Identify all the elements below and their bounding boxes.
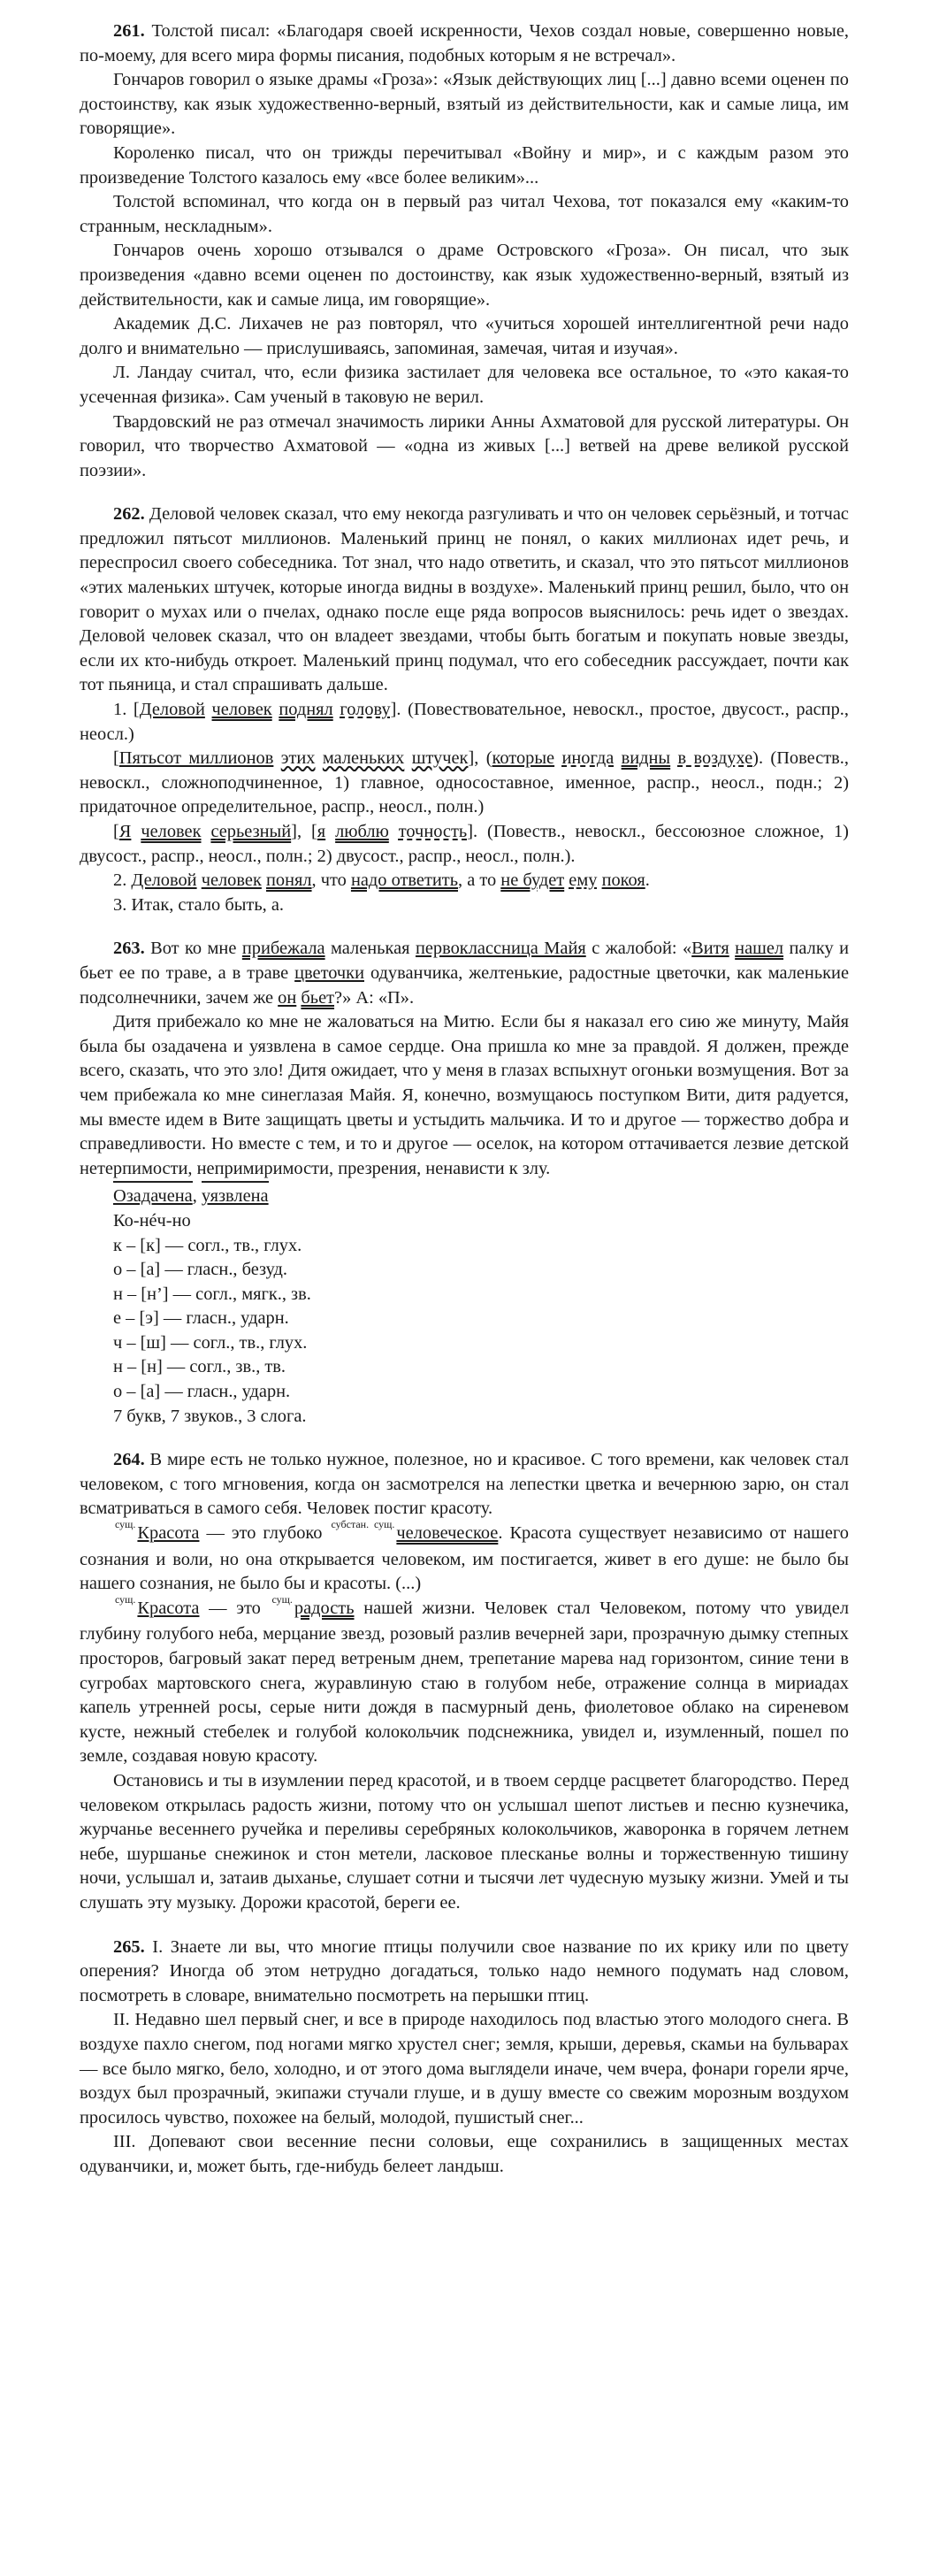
paragraph (80, 937, 849, 1010)
subject-word: Я (118, 822, 132, 841)
predicate-word: понял (265, 870, 312, 891)
text: 2. (113, 870, 127, 891)
phonetic-line: Ко-нéч-но (113, 1210, 191, 1230)
adverbial-word: в воздухе (677, 748, 753, 769)
predicate-word: прибежала (241, 939, 325, 959)
analysis-line: [Пятьсот миллионов этих маленьких штучек], (которые иногда видны в воздухе). (Повеств., невоскл., сложноподчиненное, 1) главное, односоставное, именное, распр., неосл., подн.; 2) придаточное определительное, распр., неосл., полн.) (80, 748, 849, 817)
object-word: голову (340, 700, 391, 720)
predicate-word: люблю (335, 822, 389, 841)
paragraph (80, 19, 849, 68)
pos-label: сущ. (271, 1592, 293, 1606)
paragraph: Короленко писал, что он трижды перечитывал «Войну и мир», и с каждым разом это произведение Толстого казалось ему «все более великим»... (80, 142, 849, 188)
text: — это (209, 1598, 261, 1618)
text: палку и бьет ее по траве, а в траве (80, 939, 849, 983)
pos-label: сущ. (115, 1518, 136, 1531)
subject-word: первоклассница Майя (415, 939, 586, 959)
text: Вот ко мне (150, 939, 237, 959)
exercise-261 (80, 19, 849, 483)
phonetic-line: ч – [ш] — согл., тв., глух. (113, 1332, 308, 1353)
predicate-word: не будет (500, 870, 565, 891)
attribute-word: этих (280, 748, 316, 769)
phonetic-line: о – [а] — гласн., ударн. (113, 1382, 291, 1402)
phonetic-line: н – [н] — согл., зв., тв. (113, 1357, 286, 1377)
subject-word: цветочки (294, 962, 364, 983)
subject-word: он (278, 987, 297, 1008)
paragraph: Дитя прибежало ко мне не жаловаться на Митю. Если бы я наказал его сию же минуту, Майя была бы озадачена и уязвлена в самое сердце. Она пришла ко мне за правдой. Я должен, прежде всего, сказать, что это зло! Дитя ожидает, что у меня в глазах вспыхнут огоньки возмущения. Вот за чем прибежала ко мне синеглазая Майя. Я, конечно, возмущаюсь поступком Вити, дитя радуется, мы вместе идем в Вите защищать цветы и устыдить мальчика. И то и другое — торжество добра и справедливости. Но вместе с тем, и то и другое — оселок, на котором оттачивается лезвие детской нетерпимости, непримиримости, презрения, ненависти к злу. (80, 1012, 849, 1178)
subject-word: Красота (137, 1523, 200, 1544)
object-word: ему (569, 870, 598, 891)
predicate-word: человек (141, 822, 202, 841)
phonetic-line: к – [к] — согл., тв., глух. (113, 1235, 302, 1255)
pos-label: сущ. (115, 1592, 136, 1606)
predicate-word: бьет (301, 987, 335, 1008)
text: ). (Повеств., невоскл., сложноподчиненное, 1) главное, односоставное, именное, распр., неосл., подн.; 2) придаточное определительное, распр., неосл., полн.) (80, 748, 849, 817)
text: с жалобой: « (592, 939, 692, 959)
pos-label: субстан. сущ. (331, 1518, 395, 1531)
paragraph-text: I. Знаете ли вы, что многие птицы получили свое название по их крику или по цвету оперения? Иногда об этом нетрудно догадаться, только надо немного подумать над словом, посмотреть в словаре, внимательно посмотреть на перышки птиц. (80, 1936, 849, 2005)
subject-word: Красота (137, 1598, 200, 1618)
underlined-word: Деловой (139, 700, 205, 720)
text: — это глубоко (206, 1523, 323, 1544)
subject-word: Витя (691, 939, 729, 959)
text: маленькая (331, 939, 410, 959)
text: ]. (Повествовательное, невоскл., простое, двусост., распр., неосл.) (80, 700, 849, 744)
phonetic-line: 7 букв, 7 звуков., 3 слога. (113, 1406, 307, 1426)
predicate-word: человеческое (396, 1523, 499, 1544)
paragraph: Гончаров очень хорошо отзывался о драме Островского «Гроза». Он писал, что зык произведения «давно всеми оценен по достоинству, как язык художественно-верный, взятый из действительности, как и самые лица, им говорящие». (80, 241, 849, 310)
phonetic-line: н – [н’] — согл., мягк., зв. (113, 1284, 311, 1304)
object-word: точность (398, 822, 468, 841)
predicate-word: поднял (279, 700, 333, 720)
exercise-265 (80, 1936, 849, 2180)
paragraph: Остановись и ты в изумлении перед красотой, и в твоем сердце расцветет благородство. Перед человеком открылась радость жизни, потому что он услышал шепот листьев и песню кузнечика, журчанье весеннего ручейка и переливы серебряных колокольчиков, жаворонка в горячем летнем небе, шуршанье снежинок и стон метели, ласковое плесканье волны и торжественную тишину ночи, услышал и, затаив дыханье, слушает сотни и тысячи лет чудесную музыку жизни. Умей и ты слушать эту музыку. Дорожи красотой, береги ее. (80, 1770, 849, 1913)
subject-word: покоя (601, 870, 645, 891)
analysis-line: [Я человек серьезный], [я люблю точность]. (Повеств., невоскл., бессоюзное сложное, 1) двусост., распр., неосл., полн.; 2) двусост., распр., неосл., полн.). (80, 822, 849, 866)
exercise-263 (80, 937, 849, 1429)
analysis-line: 2. Деловой человек понял, что надо ответить, а то не будет ему покоя. (113, 870, 650, 891)
subject-word: я (317, 822, 326, 841)
adverbial-word: иногда (561, 748, 615, 769)
predicate-word: серьезный (210, 822, 292, 841)
exercise-264 (80, 1448, 849, 1915)
paragraph (80, 1592, 850, 1769)
exercise-number: 265. (113, 1936, 145, 1957)
exercise-number: 264. (113, 1450, 145, 1470)
predicate-word: видны (621, 748, 671, 769)
paragraph-text: Деловой человек сказал, что ему некогда разгуливать и что он человек серьёзный, и тотчас предложил пятьсот миллионов. Маленький принц не понял, о каких миллионах идет речь, и переспросил своего собеседника. Тот знал, что надо ответить, и сказал, что это пятьсот миллионов «этих маленьких штучек, которые иногда видны в воздухе». Маленький принц решил, было, что он говорит о мухах или о пчелах, однако после еще ряда вопросов выяснилось: речь идет о звездах. Деловой человек сказал, что он владеет звездами, чтобы быть богатым и покупать новые звезды, если их кто-нибудь откроет. Маленький принц подумал, что его собеседник рассуждает, почти как тот пьяница, и стал спрашивать дальше. (80, 504, 849, 695)
subject-word: Пятьсот миллионов (118, 748, 274, 769)
predicate-word: нашел (735, 939, 784, 959)
text: . Красота существует независимо от нашего сознания и воли, но она открывается человеком, им постигается, живет в его душе: не было бы нашего сознания, не было бы и красоты. (...) (80, 1523, 849, 1594)
text: ?» А: «П». (334, 987, 415, 1008)
paragraph: Гончаров говорил о языке драмы «Гроза»: «Язык действующих лиц [...] давно всеми оценен по достоинству, как язык художественно-верный, взятый из действительности, как и самые лица, им говорящие». (80, 70, 849, 139)
morpheme-word: Озадачена (113, 1181, 193, 1209)
text: ]. (Повеств., невоскл., бессоюзное сложное, 1) двусост., распр., неосл., полн.; 2) двусост., распр., неосл., полн.). (80, 822, 849, 866)
exercise-number: 261. (113, 21, 145, 41)
subject-word: человек (211, 700, 272, 720)
underlined-word: Деловой (131, 870, 197, 891)
predicate-word: надо ответить (350, 870, 458, 891)
paragraph: Академик Д.С. Лихачев не раз повторял, что «учиться хорошей интеллигентной речи надо долго и внимательно — прислушиваясь, запоминая, замечая, читая и изучая». (80, 314, 849, 358)
attribute-word: штучек (411, 748, 469, 769)
text: 1. [ (113, 700, 140, 720)
paragraph: III. Допевают свои весенние песни соловьи, еще сохранились в защищенных местах одуванчики, и, может быть, где-нибудь белеет ландыш. (80, 2132, 849, 2176)
predicate-word: радость (294, 1598, 355, 1618)
analysis-line: 3. Итак, стало быть, а. (113, 894, 284, 915)
textbook-page (80, 19, 849, 2179)
morpheme-word: уязвлена (202, 1181, 269, 1209)
exercise-262 (80, 502, 849, 917)
paragraph: Толстой вспоминал, что когда он в первый раз читал Чехова, тот показался ему «каким-то странным, нескладным». (80, 192, 849, 236)
paragraph: Л. Ландау считал, что, если физика застилает для человека все остальное, то «это какая-то усеченная физика». Сам ученый в таковую не верил. (80, 363, 849, 407)
paragraph: II. Недавно шел первый снег, и все в природе находилось под властью этого молодого снега. В воздухе пахло снегом, под ногами мягко хрустел снег; земля, крыши, деревья, скамьи на бульварах — все было мягко, бело, холодно, и от этого дома выглядели иначе, чем вчера, фонари горели ярче, воздух был прозрачный, экипажи стучали глуше, и в душу вместе со свежим морозным воздухом просилось чувство, похожее на белый, молодой, пушистый снег... (80, 2010, 849, 2128)
subject-word: которые (492, 748, 555, 769)
text: нашей жизни. Человек стал Человеком, потому что увидел глубину голубого неба, мерцание звезд, розовый разлив вечерней зари, прозрачную дымку степных просторов, багровый закат перед ветреным днем, трепетание марева над горизонтом, синие тени в сугробах мартовского снега, журавлиную стаю в голубом небе, отражение солнца в мириадах капель утренней росы, серые нити дождя в пасмурный день, фиолетовое облако на сиреневом кусте, нежный стебелек и голубой колокольчик подснежника, увидел и, изумленный, пошел по земле, создавая новую красоту. (80, 1598, 850, 1767)
subject-word: человек (201, 870, 262, 891)
paragraph: Твардовский не раз отмечал значимость лирики Анны Ахматовой для русской литературы. Он говорил, что творчество Ахматовой — «одна из живых [...] ветвей на древе великой русской поэзии». (80, 411, 849, 480)
analysis-line (80, 698, 849, 747)
exercise-number: 262. (113, 504, 145, 525)
paragraph (80, 1936, 849, 2009)
paragraph (80, 502, 849, 698)
attribute-word: маленьких (322, 748, 405, 769)
phonetic-line: е – [э] — гласн., ударн. (113, 1308, 289, 1329)
phonetic-analysis (80, 1209, 849, 1429)
paragraph (80, 1518, 849, 1597)
text: одуванчика, желтенькие, радостные цветочки, как маленькие подсолнечники, зачем же (80, 962, 849, 1008)
phonetic-line: о – [а] — гласн., безуд. (113, 1260, 288, 1280)
paragraph-text: В мире есть не только нужное, полезное, но и красивое. С того времени, как человек стал человеком, с того мгновения, когда он засмотрелся на лепестки цветка и вечернюю зарю, он стал всматриваться в самого себя. Человек постиг красоту. (80, 1450, 849, 1519)
morpheme-analysis: Озадачена, уязвлена (80, 1181, 849, 1209)
paragraph-text: Толстой писал: «Благодаря своей искренности, Чехов создал новые, совершенно новые, по-моему, для всего мира формы писания, подобных которым я не встречал». (80, 21, 849, 65)
paragraph (80, 1448, 849, 1522)
exercise-number: 263. (113, 939, 145, 959)
